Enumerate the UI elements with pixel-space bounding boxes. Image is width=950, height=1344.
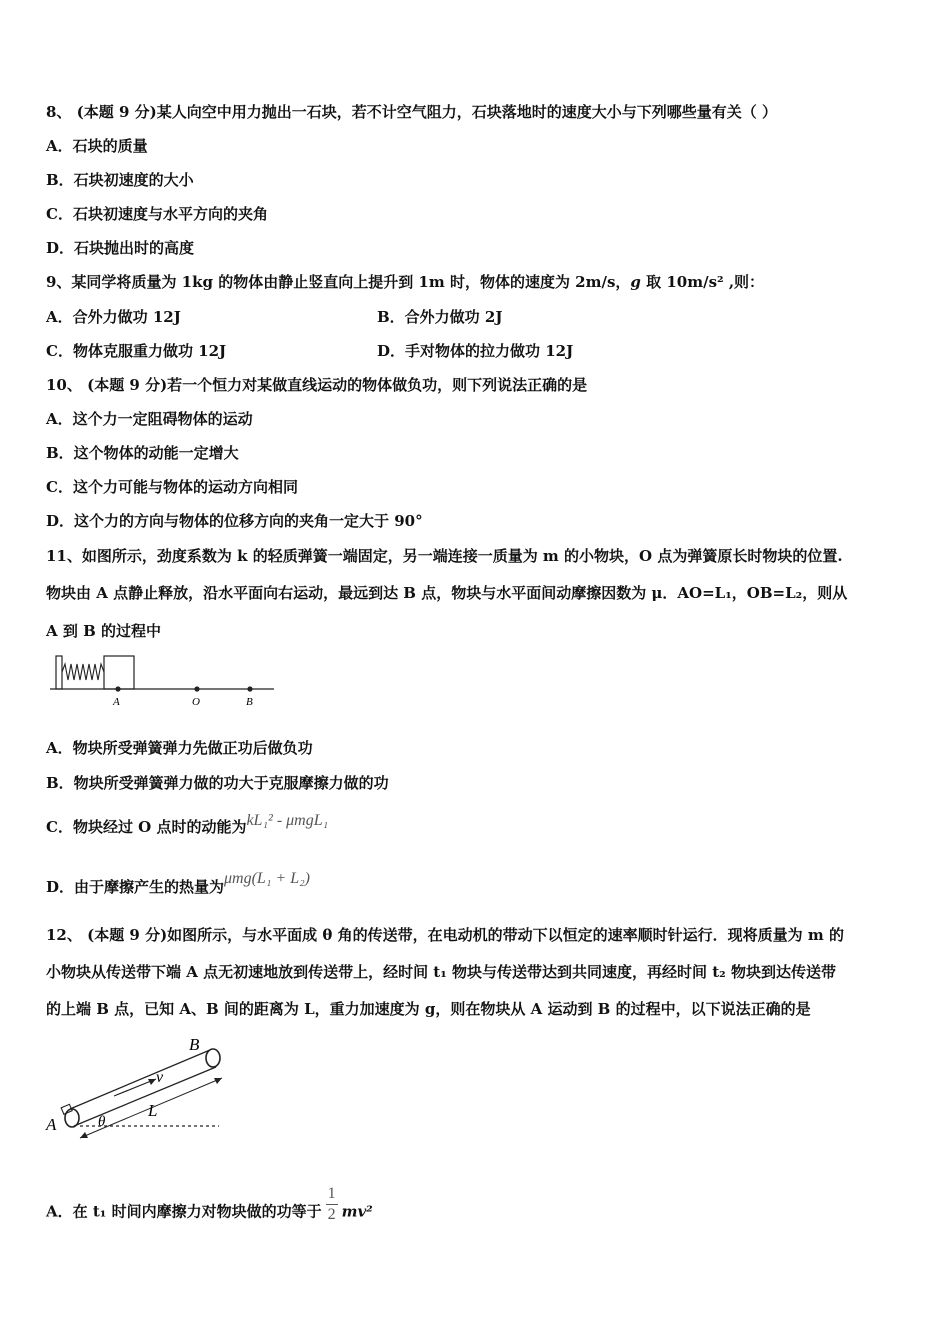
q9-stem	[46, 272, 764, 292]
label-l: L	[148, 1101, 158, 1120]
fraction-denominator: 2	[327, 1206, 336, 1223]
q10-option-c: C．这个力可能与物体的运动方向相同	[46, 478, 298, 496]
q11-option-d-text: D．由于摩擦产生的热量为	[46, 878, 225, 896]
label-a: A	[113, 696, 120, 708]
q10-option-d: D．这个力的方向与物体的位移方向的夹角一定大于 90°	[46, 512, 423, 530]
q9-stem-pre: 9、某同学将质量为 1kg 的物体由静止竖直向上提升到 1m 时，物体的速度为 2m/s，	[46, 273, 631, 291]
q8-stem: 8、 (本题 9 分)某人向空中用力抛出一石块，若不计空气阻力，石块落地时的速度大小与下列哪些量有关（ ）	[46, 103, 777, 121]
point-b	[247, 686, 252, 691]
point-a	[115, 686, 120, 691]
label-theta: θ	[98, 1114, 106, 1130]
label-v: v	[156, 1069, 164, 1086]
q11-option-c-text: C．物块经过 O 点时的动能为	[46, 818, 247, 836]
fraction-one-half	[326, 1184, 338, 1225]
q12-option-a	[46, 1185, 373, 1233]
q11-stem-line1: 11、如图所示，劲度系数为 k 的轻质弹簧一端固定，另一端连接一质量为 m 的小物块，O 点为弹簧原长时物块的位置.	[46, 547, 843, 565]
q11-option-d	[46, 870, 310, 898]
q12-stem-line1: 12、 (本题 9 分)如图所示，与水平面成 θ 角的传送带，在电动机的带动下以恒定的速率顺时针运行．现将质量为 m 的	[46, 926, 844, 944]
q8-option-a: A．石块的质量	[46, 137, 148, 155]
q9-option-a: A．合外力做功 12J	[46, 308, 181, 326]
q10-option-b: B．这个物体的动能一定增大	[46, 444, 239, 462]
label-b: B	[189, 1035, 200, 1054]
q11-option-d-formula: μmg(L₁ + L₂)	[224, 870, 310, 887]
q11-option-b: B．物块所受弹簧弹力做的功大于克服摩擦力做的功	[46, 774, 389, 792]
wall	[56, 656, 62, 689]
label-o: O	[192, 696, 200, 708]
q9-stem-g: g	[630, 273, 641, 291]
q11-stem-line2: 物块由 A 点静止释放，沿水平面向右运动，最远到达 B 点，物块与水平面间动摩擦因数为 μ．AO=L₁，OB=L₂，则从	[46, 584, 848, 602]
q12-option-a-text: A．在 t₁ 时间内摩擦力对物块做的功等于	[46, 1202, 322, 1221]
q12-option-a-tail: mv²	[341, 1202, 373, 1221]
spring-block-figure	[46, 652, 278, 710]
block	[104, 656, 134, 689]
q11-option-c-formula: kL₁² - μmgL₁	[246, 812, 329, 829]
pulley-a	[65, 1109, 79, 1127]
q9-option-d: D．手对物体的拉力做功 12J	[377, 342, 574, 360]
q8-option-b: B．石块初速度的大小	[46, 171, 194, 189]
q11-stem-line3: A 到 B 的过程中	[46, 622, 161, 640]
spring	[62, 664, 104, 680]
point-o	[194, 686, 199, 691]
conveyor-figure	[44, 1034, 226, 1152]
q9-option-b: B．合外力做功 2J	[377, 308, 503, 326]
q10-stem: 10、 (本题 9 分)若一个恒力对某做直线运动的物体做负功，则下列说法正确的是	[46, 376, 588, 394]
q11-option-a: A．物块所受弹簧弹力先做正功后做负功	[46, 739, 313, 757]
fraction-numerator: 1	[326, 1184, 338, 1205]
q10-option-a: A．这个力一定阻碍物体的运动	[46, 410, 253, 428]
q9-option-c: C．物体克服重力做功 12J	[46, 342, 227, 360]
label-b: B	[246, 696, 253, 708]
q12-stem-line2: 小物块从传送带下端 A 点无初速地放到传送带上，经时间 t₁ 物块与传送带达到共同速度，再经时间 t₂ 物块到达传送带	[46, 963, 836, 981]
q9-stem-post: 取 10m/s² ,则：	[640, 273, 765, 291]
label-a: A	[46, 1115, 57, 1134]
belt-top	[70, 1050, 210, 1109]
q11-option-c	[46, 812, 329, 838]
belt-bottom	[74, 1067, 216, 1126]
q8-option-d: D．石块抛出时的高度	[46, 239, 195, 257]
q12-stem-line3: 的上端 B 点，已知 A、B 间的距离为 L，重力加速度为 g，则在物块从 A 运动到 B 的过程中，以下说法正确的是	[46, 1000, 811, 1018]
pulley-b	[206, 1049, 220, 1067]
q8-option-c: C．石块初速度与水平方向的夹角	[46, 205, 268, 223]
